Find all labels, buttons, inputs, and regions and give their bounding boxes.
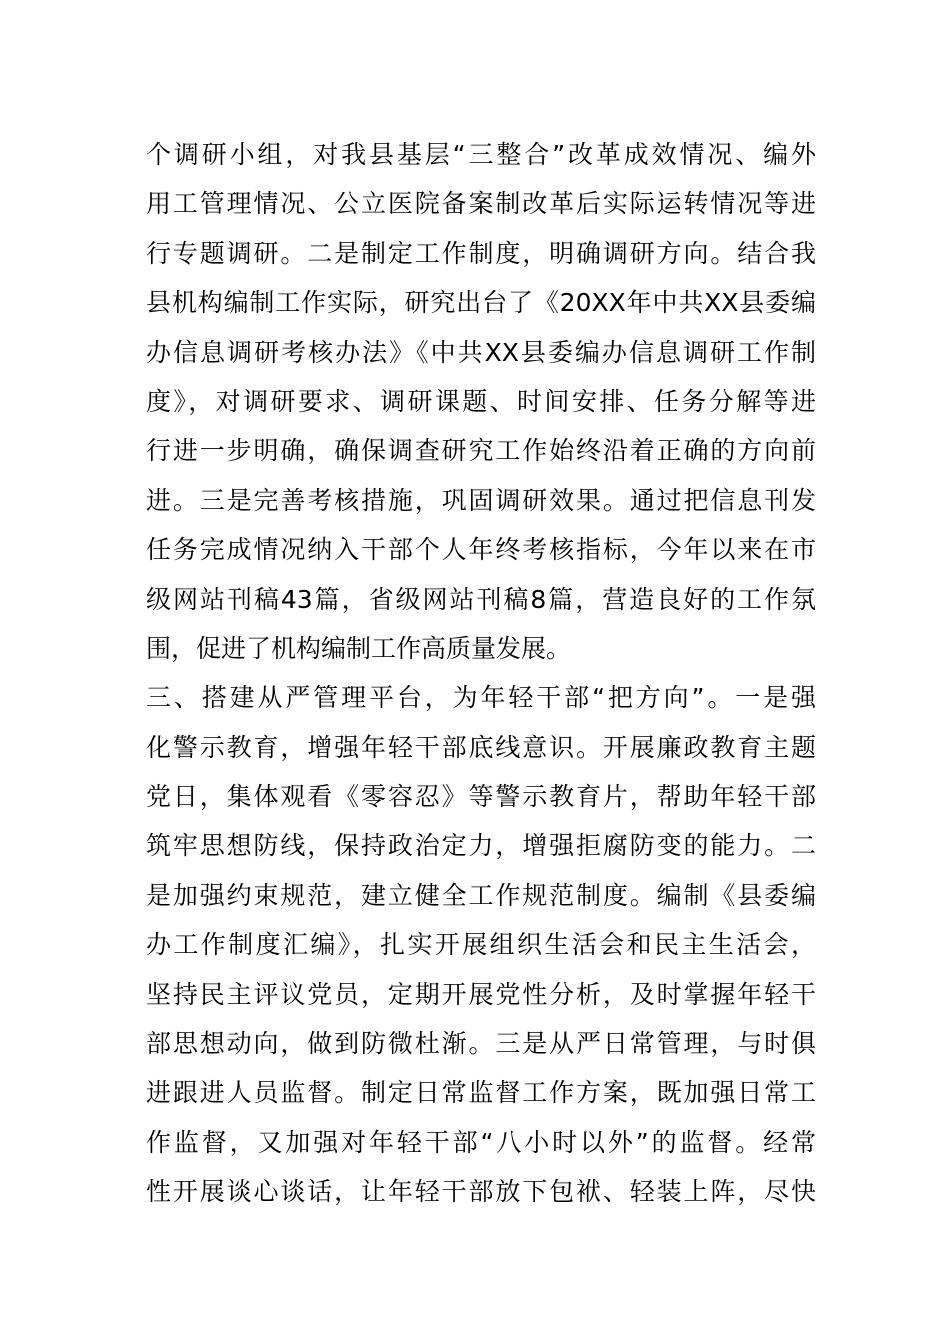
text-line: 行专题调研。二是制定工作制度，明确调研方向。结合我 (146, 238, 816, 268)
text-line: 级网站刊稿43篇，省级网站刊稿8篇，营造良好的工作氛 (146, 584, 816, 614)
text-line: 是加强约束规范，建立健全工作规范制度。编制《县委编 (146, 880, 816, 910)
text-line: 化警示教育，增强年轻干部底线意识。开展廉政教育主题 (146, 732, 816, 762)
section-heading-line: 三、搭建从严管理平台，为年轻干部“把方向”。一是强 (146, 683, 816, 713)
text-line: 筑牢思想防线，保持政治定力，增强拒腐防变的能力。二 (146, 831, 816, 861)
text-line: 进。三是完善考核措施，巩固调研效果。通过把信息刊发 (146, 485, 816, 515)
text-line: 坚持民主评议党员，定期开展党性分析，及时掌握年轻干 (146, 979, 816, 1009)
text-line: 部思想动向，做到防微杜渐。三是从严日常管理，与时俱 (146, 1029, 816, 1059)
text-line: 个调研小组，对我县基层“三整合”改革成效情况、编外 (146, 140, 816, 169)
text-line: 作监督，又加强对年轻干部“八小时以外”的监督。经常 (146, 1127, 816, 1157)
text-line: 党日，集体观看《零容忍》等警示教育片，帮助年轻干部 (146, 782, 816, 812)
body-text (146, 130, 816, 1217)
text-line: 性开展谈心谈话，让年轻干部放下包袱、轻装上阵，尽快 (146, 1177, 816, 1207)
text-line: 县机构编制工作实际，研究出台了《20XX年中共XX县委编 (146, 288, 816, 318)
text-line: 进跟进人员监督。制定日常监督工作方案，既加强日常工 (146, 1078, 816, 1108)
paragraph-end-line: 围，促进了机构编制工作高质量发展。 (146, 633, 572, 663)
text-line: 度》，对调研要求、调研课题、时间安排、任务分解等进 (146, 386, 816, 416)
text-line: 用工管理情况、公立医院备案制改革后实际运转情况等进 (146, 189, 816, 219)
text-line: 任务完成情况纳入干部个人年终考核指标，今年以来在市 (146, 535, 816, 565)
text-line: 办信息调研考核办法》《中共XX县委编办信息调研工作制 (146, 337, 816, 367)
text-line: 行进一步明确，确保调查研究工作始终沿着正确的方向前 (146, 436, 816, 466)
text-line: 办工作制度汇编》，扎实开展组织生活会和民主生活会， (146, 930, 816, 960)
